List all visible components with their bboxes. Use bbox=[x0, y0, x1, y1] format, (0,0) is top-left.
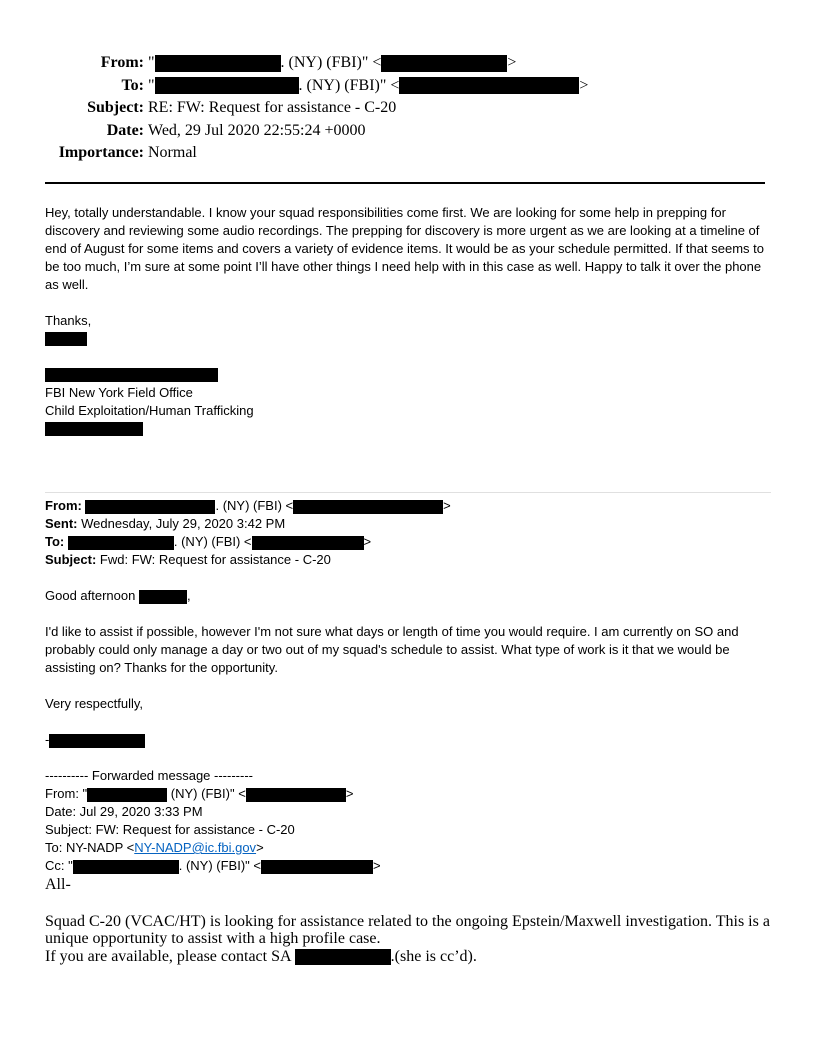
to-label: To: bbox=[121, 76, 144, 94]
fwd-cc-row bbox=[45, 857, 381, 875]
header-to-row bbox=[0, 75, 816, 98]
recipient-email-link[interactable]: NY-NADP@ic.fbi.gov bbox=[134, 840, 257, 855]
importance-label: Importance: bbox=[58, 144, 144, 161]
header-subject-row bbox=[0, 97, 816, 120]
fwd-date-row: Date: Jul 29, 2020 3:33 PM bbox=[45, 804, 203, 819]
fwd-cc-affiliation: . (NY) (FBI)" < bbox=[178, 858, 261, 873]
from-close: > bbox=[507, 54, 517, 71]
header-date-row bbox=[0, 120, 816, 143]
prev-to-affiliation: . (NY) (FBI) < bbox=[173, 534, 252, 549]
fwd-to-row bbox=[45, 839, 264, 857]
message-divider bbox=[45, 492, 771, 493]
prev-closing: Very respectfully, bbox=[45, 696, 144, 711]
date-label: Date: bbox=[106, 121, 144, 139]
fwd-to-close: > bbox=[256, 840, 264, 855]
fwd-from-affiliation: (NY) (FBI)" < bbox=[167, 786, 246, 801]
fwd-from-prefix: From: " bbox=[45, 786, 88, 801]
fwd-contact-line bbox=[45, 948, 775, 965]
fwd-to-prefix: To: NY-NADP < bbox=[45, 840, 135, 855]
contact-text: If you are available, please contact SA bbox=[45, 948, 291, 965]
greeting-comma: , bbox=[186, 588, 191, 603]
to-close: > bbox=[579, 76, 589, 94]
prev-from-label: From: bbox=[45, 498, 82, 513]
prev-to-close: > bbox=[363, 534, 372, 549]
greeting-text: Good afternoon bbox=[45, 588, 136, 603]
redaction-box bbox=[252, 536, 364, 550]
prev-from-affiliation: . (NY) (FBI) < bbox=[215, 498, 294, 513]
fwd-subject-row: Subject: FW: Request for assistance - C-20 bbox=[45, 822, 295, 837]
redaction-box bbox=[261, 860, 373, 874]
header-divider bbox=[45, 182, 765, 184]
prev-subject-value: Fwd: FW: Request for assistance - C-20 bbox=[99, 552, 331, 567]
header-from-row bbox=[0, 52, 816, 75]
to-quote: " bbox=[148, 76, 155, 94]
reply-body: Hey, totally understandable. I know your squad responsibilities come first. We are looking for some help in prepping for discovery and reviewing some audio recordings. The prepping for discovery is more urgent as we are looking at a timeline of end of August for some items and covers a variety of evidence items. It would be as your schedule permitted. If that seems to be too much, I’m sure at some point I’ll have other things I need help with in this case as well. Happy to talk it over the phone as well. bbox=[45, 205, 764, 292]
from-quote: " bbox=[148, 54, 155, 71]
fwd-body: Squad C-20 (VCAC/HT) is looking for assistance related to the ongoing Epstein/Maxwell investigation. This is a unique opportunity to assist with a high profile case. bbox=[45, 913, 770, 947]
prev-greeting bbox=[45, 587, 191, 605]
redaction-box bbox=[68, 536, 174, 550]
redaction-box bbox=[246, 788, 346, 802]
prev-sent-label: Sent: bbox=[45, 516, 78, 531]
redaction-box bbox=[295, 949, 391, 965]
contact-suffix: .(she is cc’d). bbox=[390, 948, 477, 965]
redaction-box bbox=[45, 332, 87, 346]
to-affiliation: . (NY) (FBI)" < bbox=[298, 76, 400, 94]
redaction-box bbox=[45, 368, 218, 382]
signature-office: FBI New York Field Office bbox=[45, 385, 193, 400]
redaction-box bbox=[73, 860, 179, 874]
redaction-box bbox=[381, 55, 507, 72]
reply-thanks: Thanks, bbox=[45, 313, 92, 328]
redaction-box bbox=[139, 590, 187, 604]
subject-label: Subject: bbox=[87, 99, 144, 116]
date-value: Wed, 29 Jul 2020 22:55:24 +0000 bbox=[148, 121, 366, 139]
sig-dash: - bbox=[45, 732, 50, 747]
signature-unit: Child Exploitation/Human Trafficking bbox=[45, 403, 254, 418]
fwd-from-row bbox=[45, 785, 353, 803]
redaction-box bbox=[293, 500, 443, 514]
subject-value: RE: FW: Request for assistance - C-20 bbox=[148, 99, 397, 116]
forward-separator: ---------- Forwarded message --------- bbox=[45, 768, 253, 783]
prev-sent-row bbox=[45, 515, 285, 533]
prev-sent-value: Wednesday, July 29, 2020 3:42 PM bbox=[81, 516, 286, 531]
prev-subject-label: Subject: bbox=[45, 552, 97, 567]
redaction-box bbox=[155, 55, 281, 72]
prev-subject-row bbox=[45, 551, 331, 569]
fwd-cc-prefix: Cc: " bbox=[45, 858, 73, 873]
redaction-box bbox=[45, 422, 143, 436]
redaction-box bbox=[85, 500, 215, 514]
from-label: From: bbox=[100, 54, 144, 71]
email-header bbox=[0, 52, 816, 165]
prev-body: I'd like to assist if possible, however I'm not sure what days or length of time you would require. I am currently on SO and probably could only manage a day or two out of my squad's schedule to assist. What type of work is it that we would be assisting on? Thanks for the opportunity. bbox=[45, 624, 739, 675]
prev-from-row bbox=[45, 497, 451, 515]
header-importance-row bbox=[0, 142, 816, 165]
redaction-box bbox=[399, 77, 579, 94]
prev-to-row bbox=[45, 533, 371, 551]
importance-value: Normal bbox=[148, 144, 197, 161]
prev-signature bbox=[45, 731, 145, 749]
prev-from-close: > bbox=[443, 498, 451, 513]
redaction-box bbox=[87, 788, 167, 802]
fwd-from-close: > bbox=[345, 786, 354, 801]
prev-to-label: To: bbox=[45, 534, 65, 549]
from-affiliation: . (NY) (FBI)" < bbox=[280, 54, 382, 71]
fwd-opening: All- bbox=[45, 876, 71, 893]
redaction-box bbox=[155, 77, 299, 94]
fwd-cc-close: > bbox=[373, 858, 381, 873]
redaction-box bbox=[49, 734, 145, 748]
